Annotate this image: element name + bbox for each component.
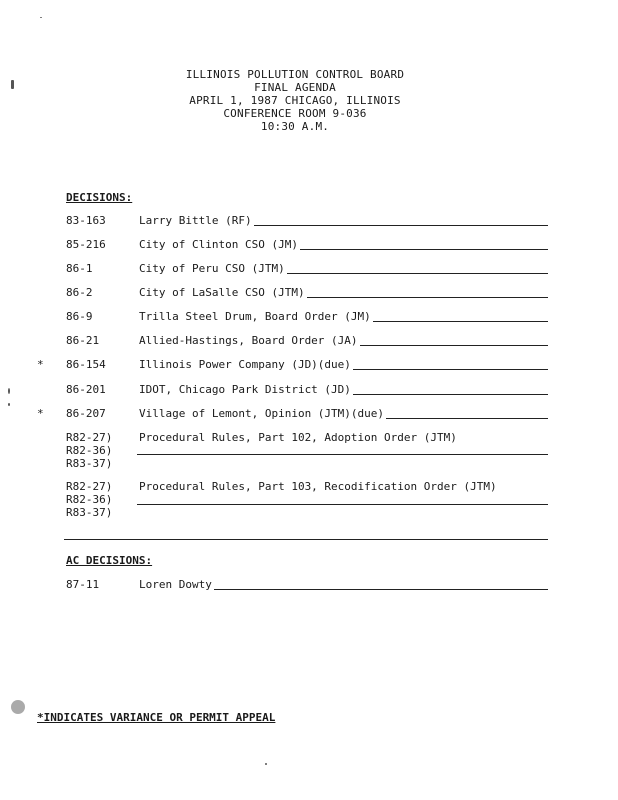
decision-docket: 86-21 xyxy=(66,334,100,347)
group-docket: R82-36) xyxy=(66,493,113,506)
footer-note: *INDICATES VARIANCE OR PERMIT APPEAL xyxy=(37,711,276,724)
group-docket: R82-27) xyxy=(66,480,113,493)
signature-line xyxy=(353,358,548,370)
decision-group xyxy=(0,480,618,520)
decision-star: * xyxy=(37,358,44,371)
decision-docket: 86-1 xyxy=(66,262,93,275)
scan-speck xyxy=(11,80,14,89)
decision-title: Allied-Hastings, Board Order (JA) xyxy=(139,334,358,347)
header-line-3: APRIL 1, 1987 CHICAGO, ILLINOIS xyxy=(189,94,401,107)
decision-docket: 86-154 xyxy=(66,358,106,371)
decision-title: Trilla Steel Drum, Board Order (JM) xyxy=(139,310,371,323)
decision-docket: 86-201 xyxy=(66,383,106,396)
header-line-2: FINAL AGENDA xyxy=(254,81,336,94)
ac-decision-row xyxy=(0,578,618,592)
decision-row xyxy=(0,334,618,348)
header-line-5: 10:30 A.M. xyxy=(260,120,330,133)
scan-speck xyxy=(40,17,42,18)
decision-group xyxy=(0,431,618,471)
decision-title: Larry Bittle (RF) xyxy=(139,214,252,227)
signature-line xyxy=(287,262,548,274)
decision-row xyxy=(0,262,618,276)
header-line-4: CONFERENCE ROOM 9-036 xyxy=(223,107,367,120)
signature-line xyxy=(386,407,548,419)
ac-decision-title: Loren Dowty xyxy=(139,578,212,591)
group-title: Procedural Rules, Part 102, Adoption Order (JTM) xyxy=(139,431,457,444)
decision-docket: 86-207 xyxy=(66,407,106,420)
header-line-1: ILLINOIS POLLUTION CONTROL BOARD xyxy=(185,68,405,81)
signature-line xyxy=(137,504,548,505)
decision-title: City of LaSalle CSO (JTM) xyxy=(139,286,305,299)
signature-line xyxy=(214,578,548,590)
section-divider xyxy=(64,539,548,540)
decision-row xyxy=(0,286,618,300)
ac-decision-docket: 87-11 xyxy=(66,578,100,591)
decision-docket: 83-163 xyxy=(66,214,106,227)
signature-line xyxy=(254,214,548,226)
scan-speck xyxy=(11,700,25,714)
decision-title: IDOT, Chicago Park District (JD) xyxy=(139,383,351,396)
decision-row xyxy=(0,310,618,324)
decision-title: City of Clinton CSO (JM) xyxy=(139,238,298,251)
scan-speck xyxy=(8,403,10,406)
signature-line xyxy=(353,383,548,395)
decision-row xyxy=(0,407,618,421)
signature-line xyxy=(360,334,548,346)
scan-speck xyxy=(265,763,267,765)
decision-row xyxy=(0,358,618,372)
signature-line xyxy=(300,238,548,250)
group-docket: R82-27) xyxy=(66,431,113,444)
group-docket: R82-36) xyxy=(66,444,113,457)
signature-line xyxy=(373,310,548,322)
signature-line xyxy=(137,454,548,455)
decision-docket: 85-216 xyxy=(66,238,106,251)
ac-decisions-heading: AC DECISIONS: xyxy=(66,554,153,567)
group-docket: R83-37) xyxy=(66,457,113,470)
decision-title: City of Peru CSO (JTM) xyxy=(139,262,285,275)
signature-line xyxy=(307,286,548,298)
scan-speck xyxy=(8,388,10,394)
decision-docket: 86-9 xyxy=(66,310,93,323)
group-title: Procedural Rules, Part 103, Recodification Order (JTM) xyxy=(139,480,497,493)
decisions-heading: DECISIONS: xyxy=(66,191,133,204)
decision-docket: 86-2 xyxy=(66,286,93,299)
decision-title: Village of Lemont, Opinion (JTM)(due) xyxy=(139,407,385,420)
decision-row xyxy=(0,214,618,228)
group-docket: R83-37) xyxy=(66,506,113,519)
decision-row xyxy=(0,238,618,252)
decision-row xyxy=(0,383,618,397)
decision-star: * xyxy=(37,407,44,420)
decision-title: Illinois Power Company (JD)(due) xyxy=(139,358,351,371)
